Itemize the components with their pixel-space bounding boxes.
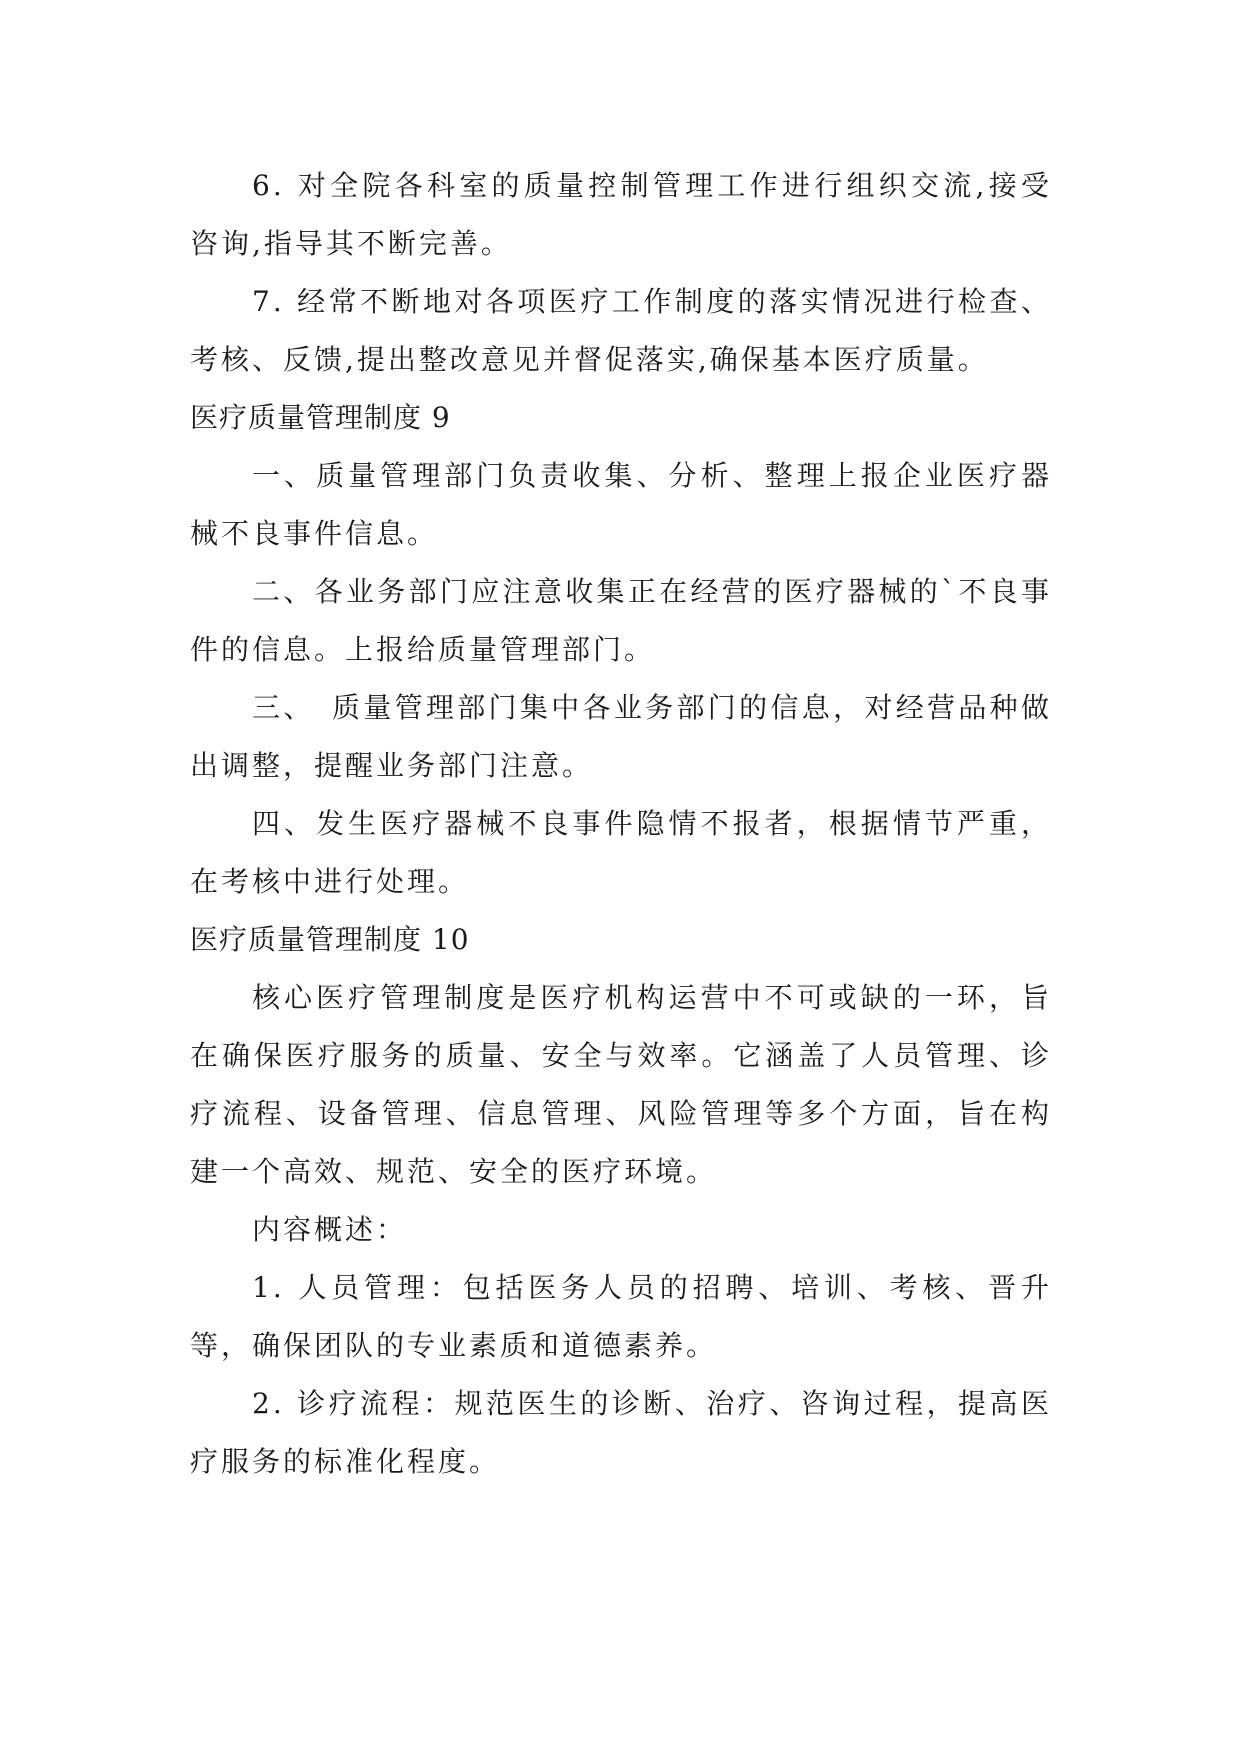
section-heading-9: 医疗质量管理制度 9 — [190, 401, 451, 434]
paragraph-overview-label: 内容概述： — [252, 1213, 408, 1246]
paragraph-item-7: 7. 经常不断地对各项医疗工作制度的落实情况进行检查、考核、反馈,提出整改意见并督促落实,确保基本医疗质量。 — [190, 285, 1052, 376]
paragraph-diagnosis-process: 2. 诊疗流程：规范医生的诊断、治疗、咨询过程，提高医疗服务的标准化程度。 — [190, 1387, 1052, 1478]
paragraph-item-two: 二、各业务部门应注意收集正在经营的医疗器械的`不良事件的信息。上报给质量管理部门。 — [190, 575, 1052, 666]
paragraph-item-three: 三、 质量管理部门集中各业务部门的信息，对经营品种做出调整，提醒业务部门注意。 — [190, 691, 1052, 782]
paragraph-personnel-management: 1. 人员管理：包括医务人员的招聘、培训、考核、晋升等，确保团队的专业素质和道德素养。 — [190, 1271, 1052, 1362]
paragraph-item-four: 四、发生医疗器械不良事件隐情不报者，根据情节严重，在考核中进行处理。 — [190, 807, 1052, 898]
document-body — [190, 157, 1052, 1491]
paragraph-item-one: 一、质量管理部门负责收集、分析、整理上报企业医疗器械不良事件信息。 — [190, 459, 1052, 550]
paragraph-item-6: 6. 对全院各科室的质量控制管理工作进行组织交流,接受咨询,指导其不断完善。 — [190, 169, 1052, 260]
paragraph-intro: 核心医疗管理制度是医疗机构运营中不可或缺的一环，旨在确保医疗服务的质量、安全与效率。它涵盖了人员管理、诊疗流程、设备管理、信息管理、风险管理等多个方面，旨在构建一个高效、规范、安全的医疗环境。 — [190, 981, 1052, 1188]
section-heading-10: 医疗质量管理制度 10 — [190, 923, 470, 956]
